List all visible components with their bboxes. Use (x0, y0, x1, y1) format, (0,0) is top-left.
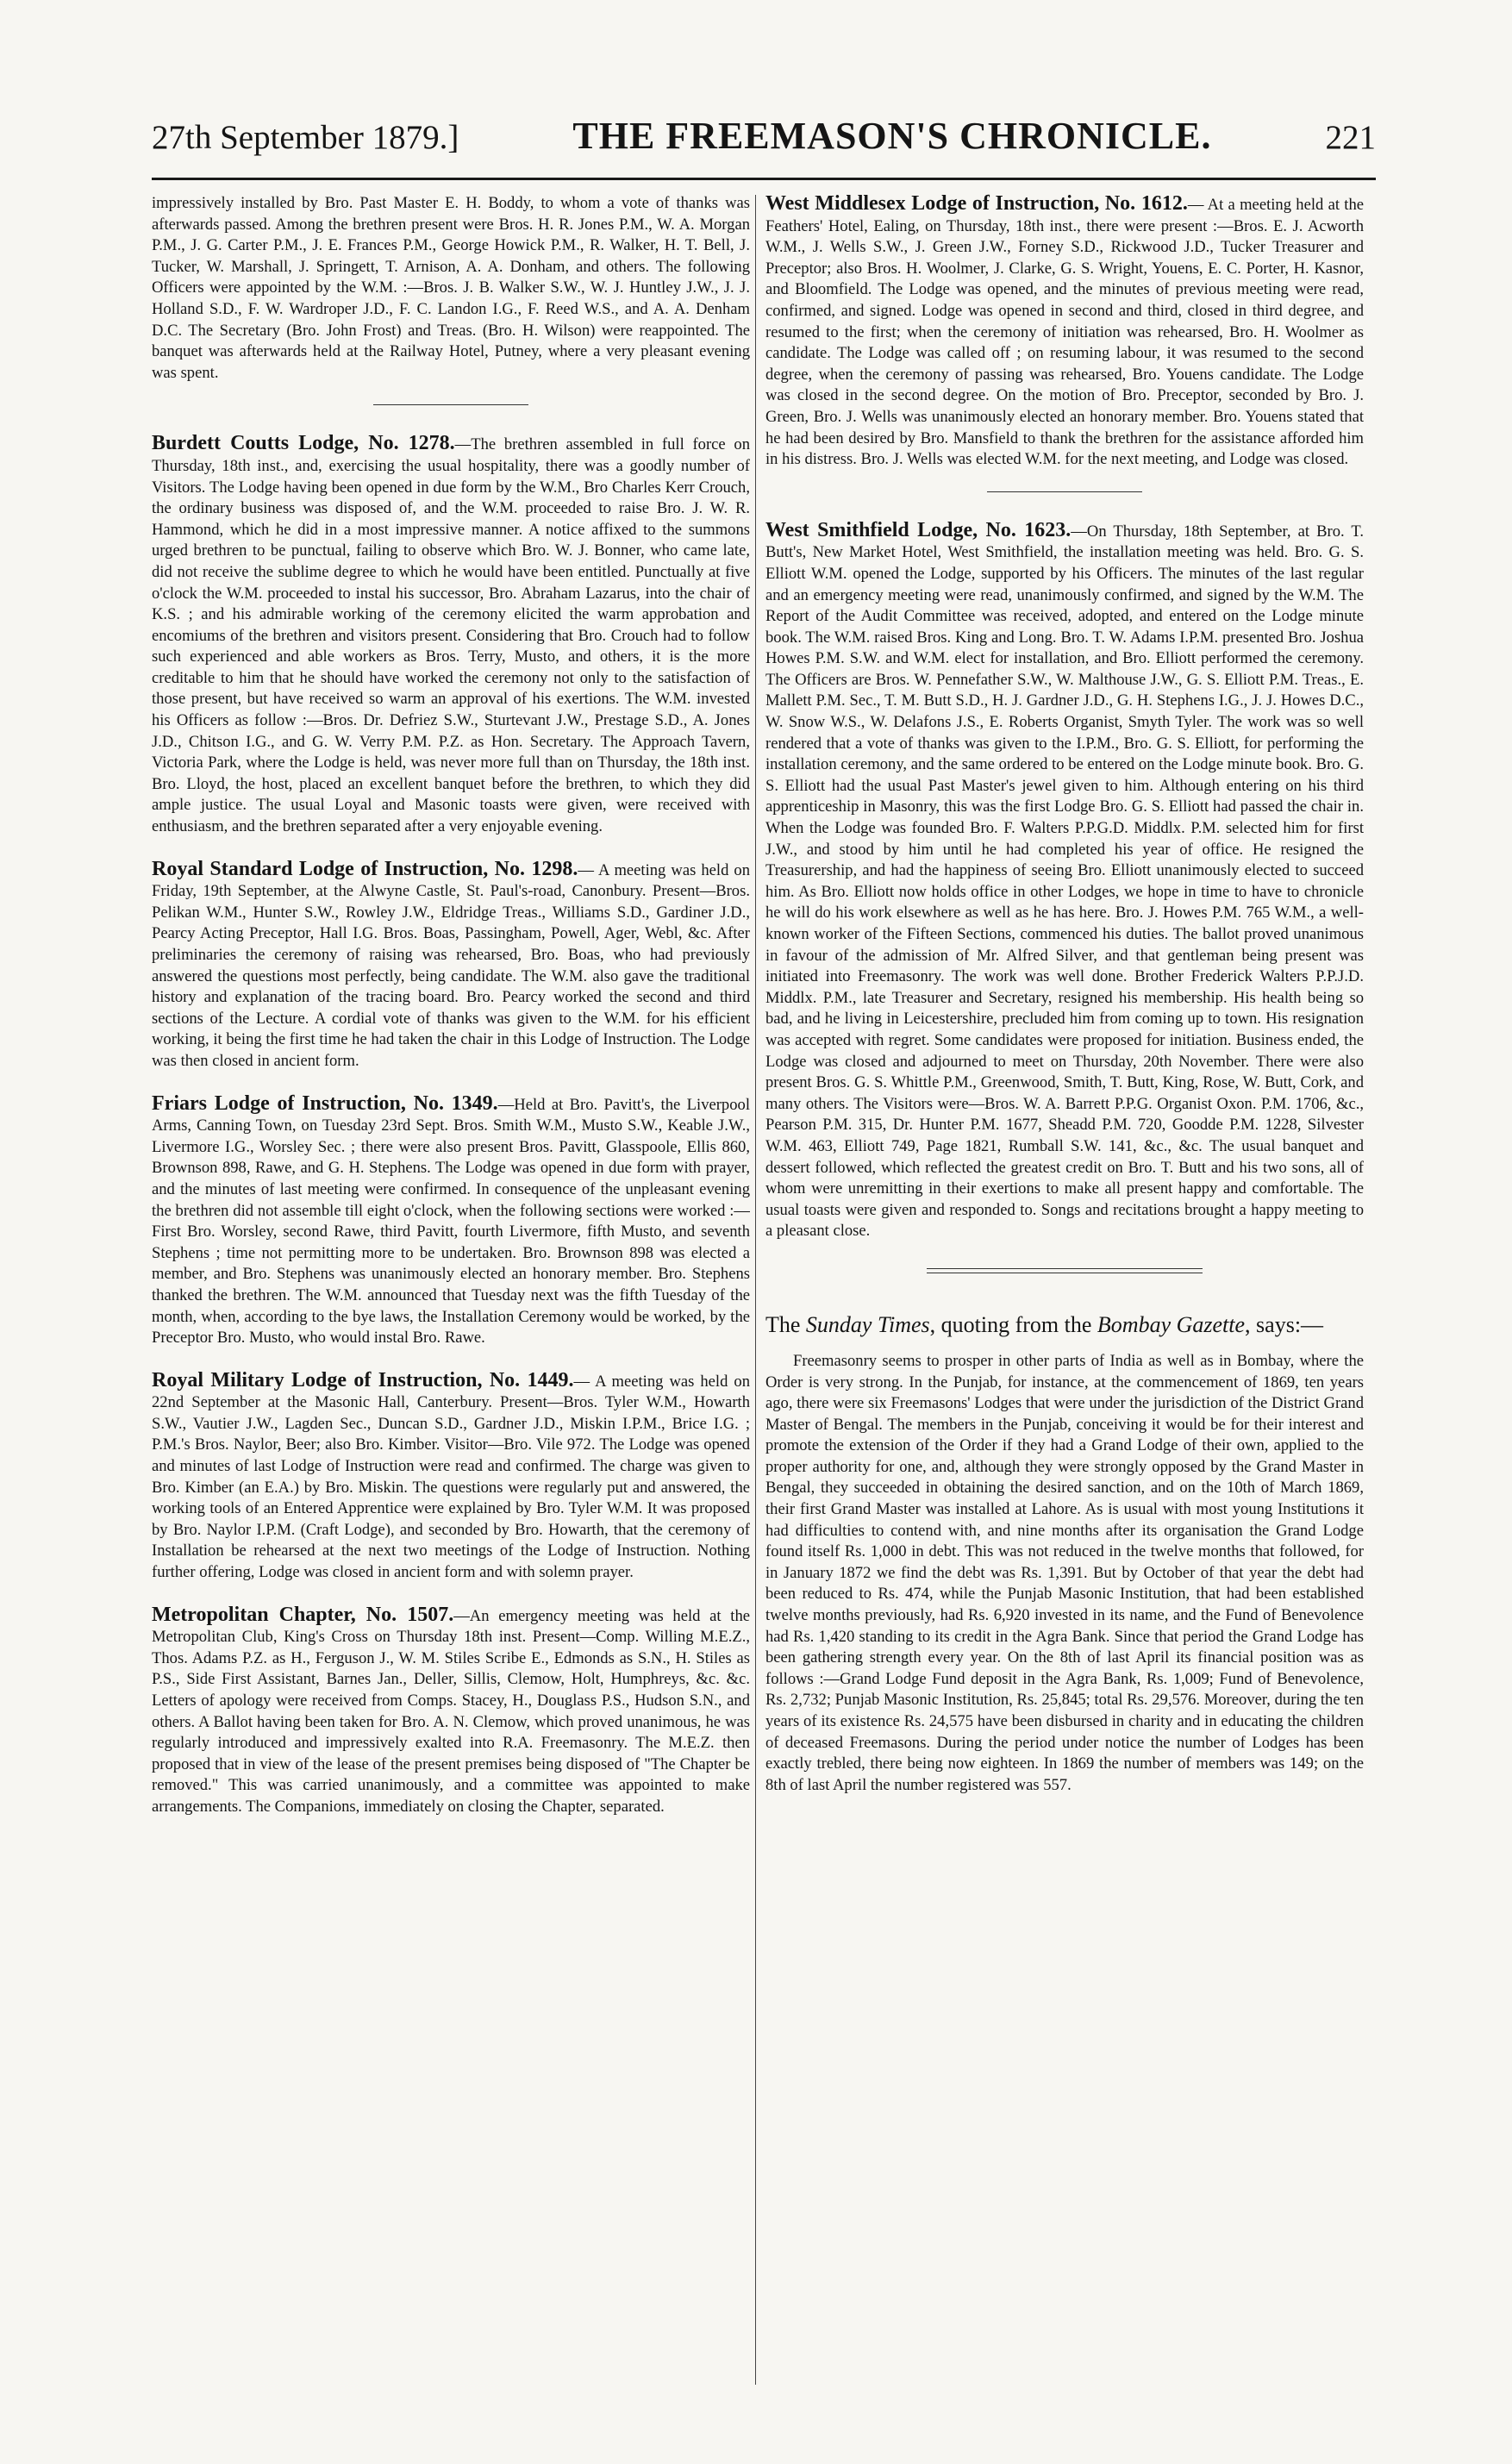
article-west-middlesex (765, 193, 1364, 471)
article-heading: West Smithfield Lodge, No. 1623. (765, 518, 1072, 541)
article-metropolitan-chapter (152, 1604, 750, 1818)
publication-title: THE FREEMASON'S CHRONICLE. (572, 115, 1212, 157)
article-heading: Metropolitan Chapter, No. 1507. (152, 1603, 454, 1626)
issue-date: 27th September 1879.] (152, 119, 459, 156)
article-body: impressively installed by Bro. Past Master E. H. Boddy, to whom a vote of thanks was afterwards passed. Among the brethren present were Bros. H. R. Jones P.M., W. A. Morgan P.M., J. G. Carter P.M., J. E. Frances P.M., George Howick P.M., R. Walker, H. T. Bell, J. Tucker, W. Marshall, J. Springett, T. Arnison, A. A. Donham, and others. The following Officers were appointed by the W.M. :—Bros. J. B. Walker S.W., W. J. Huntley J.W., J. J. Holland S.D., F. W. Wardroper J.D., F. C. Landon I.G., F. Reed W.S., and A. A. Denham D.C. The Secretary (Bro. John Frost) and Treas. (Bro. H. Wilson) were reappointed. The banquet was afterwards held at the Railway Hotel, Putney, where a very pleasant evening was spent. (152, 194, 750, 382)
article-heading: Royal Standard Lodge of Instruction, No. 1298. (152, 857, 578, 880)
section-divider (987, 491, 1142, 492)
article-heading: Burdett Coutts Lodge, No. 1278. (152, 432, 455, 455)
left-column (152, 193, 750, 2392)
article-body: — A meeting was held on 22nd September at the Masonic Hall, Canterbury. Present—Bros. Tyler W.M., Howarth S.W., Vautier J.W., Lagden Sec., Duncan S.D., Gardner J.D., Miskin I.P.M., Brice I.G. ; P.M.'s Bros. Naylor, Beer; also Bro. Kimber. Visitor—Bro. Vile 972. The Lodge was opened and minutes of last Lodge of Instruction were read and confirmed. The charge was given to Bro. Kimber (an E.A.) by Bro. Miskin. The questions were regularly put and answered, the working tools of an Entered Apprentice were explained by Bro. Tyler W.M. It was proposed by Bro. Naylor I.P.M. (Craft Lodge), and seconded by Bro. Howarth, that the ceremony of Installation be rehearsed at the next two meetings of the Lodge of Instruction. Nothing further offering, Lodge was closed in ancient form and with solemn prayer. (152, 1372, 750, 1582)
column-divider (755, 195, 756, 2385)
article-burdett-coutts (152, 433, 750, 837)
lead-text: , says:— (1245, 1311, 1324, 1337)
article-heading: Royal Military Lodge of Instruction, No. 1449. (152, 1368, 574, 1391)
quoted-body: Freemasonry seems to prosper in other parts of India as well as in Bombay, where the Order is very strong. In the Punjab, for instance, at the commencement of 1869, ten years ago, there were six Freemasons' Lodges that were under the jurisdiction of the District Grand Master of Bengal. The members in the Punjab, conceiving it would be for their interest and promote the extension of the Order if they had a Grand Lodge of their own, applied to the proper authority for one, and, although they were strongly opposed by the Grand Master in Bengal, they succeeded in obtaining the desired sanction, and on the 10th of March 1869, their first Grand Master was installed at Lahore. As is usual with most young Institutions it had difficulties to contend with, and nine months after its organisation the Grand Lodge found itself Rs. 1,000 in debt. This was not reduced in the twelve months that followed, for in January 1872 we find the debt was Rs. 1,391. But by October of that year the debt had been reduced to Rs. 474, while the Punjab Masonic Institution, that had been established twelve months previously, had Rs. 6,920 invested in its name, and the Fund of Benevolence had Rs. 1,420 standing to its credit in the Agra Bank. Since that period the Grand Lodge has been gathering strength every year. On the 8th of last April its financial position was as follows :—Grand Lodge Fund deposit in the Agra Bank, Rs. 1,009; Fund of Benevolence, Rs. 2,732; Punjab Masonic Institution, Rs. 25,845; total Rs. 29,576. Moreover, during the ten years of its existence Rs. 24,575 have been disbursed in charity and in educating the children of deceased Freemasons. During the period under notice the number of Lodges has been exactly trebled, there being now eighteen. In 1869 the number of members was 149; on the 8th of last April the number registered was 557. (765, 1351, 1364, 1794)
lead-text: The (765, 1311, 806, 1337)
article-body: — At a meeting held at the Feathers' Hotel, Ealing, on Thursday, 18th inst., there were present :—Bros. E. J. Acworth W.M., J. Wells S.W., J. Green J.W., Forney S.D., Rickwood J.D., Tucker Treasurer and Preceptor; also Bros. H. Woolmer, J. Clarke, G. S. Wright, Youens, E. C. Porter, H. Kasnor, and Bloomfield. The Lodge was opened, and the minutes of previous meeting were read, confirmed, and signed. Lodge was opened in second and third, closed in third degree, and resumed to the first; when the ceremony of initiation was rehearsed, Bro. H. Woolmer as candidate. The Lodge was called off ; on resuming labour, it was resumed to the second degree, when the ceremony of passing was rehearsed, Bro. Youens candidate. The Lodge was closed in the second degree. On the motion of Bro. Preceptor, seconded by Bro. J. Green, Bro. J. Wells was unanimously elected an honorary member. Bro. Youens stated that he had been desired by Bro. Mansfield to thank the brethren for the assistance afforded him in his distress. Bro. J. Wells was elected W.M. for the next meeting, and Lodge was closed. (765, 196, 1364, 469)
article-royal-standard (152, 859, 750, 1073)
section-divider-double (927, 1268, 1203, 1273)
section-divider (373, 404, 528, 405)
article-royal-military (152, 1370, 750, 1584)
right-column (765, 193, 1364, 2392)
article-heading: West Middlesex Lodge of Instruction, No. 1612. (765, 193, 1188, 215)
article-west-smithfield (765, 520, 1364, 1242)
article-body: — A meeting was held on Friday, 19th September, at the Alwyne Castle, St. Paul's-road, Canonbury. Present—Bros. Pelikan W.M., Hunter S.W., Rowley J.W., Eldridge Treas., Williams S.D., Gardiner J.D., Pearcy Acting Preceptor, Hall I.G. Bros. Boas, Passingham, Powell, Ager, Webl, &c. After preliminaries the ceremony of raising was rehearsed, Bro. Boas, who had previously answered the questions most perfectly, being candidate. The W.M. also gave the traditional history and explanation of the tracing board. Bro. Pearcy worked the second and third sections of the Lecture. A cordial vote of thanks was given to the W.M. for his efficient working, it being the first time he had taken the chair in this Lodge of Instruction. The Lodge was then closed in ancient form. (152, 860, 750, 1070)
article-continued (152, 193, 750, 384)
article-heading: Friars Lodge of Instruction, No. 1349. (152, 1091, 498, 1115)
article-body: —Held at Bro. Pavitt's, the Liverpool Arms, Canning Town, on Tuesday 23rd Sept. Bros. Smith W.M., Musto S.W., Keable J.W., Livermore I.G., Worsley Sec. ; there were also present Bros. Pavitt, Glasspoole, Ellis 860, Brownson 898, Rawe, and G. H. Stephens. The Lodge was opened in due form with prayer, and the minutes of last meeting were confirmed. In consequence of the unpleasant evening the brethren did not assemble till eight o'clock, when the following sections were worked :—First Bro. Worsley, second Rawe, third Pavitt, fourth Livermore, fifth Musto, and seventh Stephens ; time not permitting more to be undertaken. Bro. Brownson 898 was elected a member, and Bro. Stephens was unanimously elected an honorary member. Bro. Stephens thanked the brethren. The W.M. announced that Tuesday next was the fifth Tuesday of the month, when, according to the bye laws, the Installation Ceremony would be worked, by the Preceptor Bro. Musto, who would instal Bro. Rawe. (152, 1095, 750, 1348)
article-lead (765, 1311, 1364, 1339)
article-friars (152, 1093, 750, 1349)
article-body: —An emergency meeting was held at the Metropolitan Club, King's Cross on Thursday 18th inst. Present—Comp. Willing M.E.Z., Thos. Adams P.Z. as H., Ferguson J., W. M. Stiles Scribe E., Edmonds as S.N., H. Stiles as P.S., Side First Assistant, Barnes Jan., Deller, Sillis, Clemow, Holt, Humphreys, &c. &c. Letters of apology were received from Comps. Stacey, H., Douglass P.S., Hudson S.N., and others. A Ballot having been taken for Bro. A. N. Clemow, which proved unanimous, he was regularly introduced and impressively exalted into R.A. Freemasonry. The M.E.Z. then proposed that in view of the lease of the present premises being disposed of "The Chapter be removed." This was carried unanimously, and a committee was appointed to make arrangements. The Companions, immediately on closing the Chapter, separated. (152, 1606, 750, 1816)
lead-text: , quoting from the (929, 1311, 1097, 1337)
page-number: 221 (1325, 119, 1376, 156)
publication-name: Sunday Times (805, 1311, 930, 1337)
article-body: —On Thursday, 18th September, at Bro. T. Butt's, New Market Hotel, West Smithfield, the installation meeting was held. Bro. G. S. Elliott W.M. opened the Lodge, supported by his Officers. The minutes of the last regular and an emergency meeting were read, unanimously confirmed, and signed by the W.M. The Report of the Audit Committee was received, adopted, and entered on the Lodge minute book. The W.M. raised Bros. King and Long. Bro. T. W. Adams I.P.M. presented Bro. Joshua Howes P.M. S.W. and W.M. elect for installation, and Bro. Elliott performed the ceremony. The Officers are Bros. W. Pennefather S.W., W. Malthouse J.W., G. S. Elliott P.M. Treas., E. Mallett P.M. Sec., T. M. Butt S.D., H. J. Gardner J.D., G. H. Stephens I.G., J. J. Howes D.C., W. Snow W.S., W. Delafons J.S., E. Roberts Organist, Smyth Tyler. The work was so well rendered that a vote of thanks was given to the I.P.M., Bro. G. S. Elliott, for performing the installation ceremony, and the same ordered to be entered on the Lodge minute book. Bro. G. S. Elliott had the usual Past Master's jewel given to him. Although entering on his third apprenticeship in Masonry, this was the first Lodge Bro. G. S. Elliott had passed the chair in. When the Lodge was founded Bro. F. Walters P.P.G.D. Middlx. P.M. selected him for first J.W., and stood by him until he had completed his year of office. He resigned the Treasurership, and had the happiness of seeing Bro. Elliott unanimously elected to succeed him. As Bro. Elliott now holds office in other Lodges, we hope in time to have to chronicle he will do his work elsewhere as well as he has here. Bro. J. Howes P.M. 765 W.M., a well-known worker of the Fifteen Sections, commenced his duties. The ballot proved unanimous in favour of the admission of Mr. Alfred Silver, and that gentleman being present was initiated into Freemasonry. The work was well done. Brother Frederick Walters P.P.J.D. Middlx. P.M., late Treasurer and Secretary, resigned his membership. His health being so bad, and he living in Leicestershire, precluded him from coming up to town. His resignation was accepted with regret. Some candidates were proposed for initiation. Business ended, the Lodge was closed and adjourned to meet on Thursday, 20th November. There were also present Bros. G. S. Whittle P.M., Greenwood, Smith, T. Butt, King, Rose, W. Butt, Cork, and many others. The Visitors were—Bros. W. A. Barrett P.P.G. Organist Oxon. P.M. 1706, &c., Pearson P.M. 315, Dr. Hunter P.M. 1677, Sheadd P.M. 720, Goodde P.M. 1228, Silvester W.M. 463, Elliott 749, Page 1821, Rumball S.W. 141, &c., &c. The usual banquet and dessert followed, which reflected the greatest credit on Bro. T. Butt and his two sons, all of whom were unremitting in their exertions to make all present happy and comfortable. The usual toasts were given and responded to. Songs and recitations brought a happy meeting to a pleasant close. (765, 522, 1364, 1241)
article-body: —The brethren assembled in full force on Thursday, 18th inst., and, exercising the usual hospitality, there was a goodly number of Visitors. The Lodge having been opened in due form by the W.M., Bro Charles Kerr Crouch, the ordinary business was disposed of, and the W.M. proceeded to raise Bro. J. W. R. Hammond, which he did in a most impressive manner. A notice affixed to the summons urged brethren to be punctual, failing to observe which Bro. W. J. Bonner, who came late, did not receive the sublime degree to which he would have been entitled. Punctually at five o'clock the W.M. proceeded to instal his successor, Bro. Abraham Lazarus, into the chair of K.S. ; and his admirable working of the ceremony elicited the warm approbation and encomiums of the brethren and visitors present. Considering that Bro. Crouch had to follow such experienced and able workers as Bros. Terry, Musto, and others, it is the more creditable to him that he should have worked the ceremony not only to the satisfaction of those present, but have received so warm an approval of his exertions. The W.M. invested his Officers as follow :—Bros. Dr. Defriez S.W., Sturtevant J.W., Prestage S.D., A. Jones J.D., Chitson I.G., and G. W. Verry P.M. P.Z. as Hon. Secretary. The Approach Tavern, Victoria Park, where the Lodge is held, was never more full than on Thursday, the 18th inst. Bro. Lloyd, the host, placed an excellent banquet before the brethren, to which they did ample justice. The usual Loyal and Masonic toasts were given, were received with enthusiasm, and the brethren separated after a very enjoyable evening. (152, 435, 750, 836)
article-punjab-freemasonry (765, 1311, 1364, 1796)
page-header (152, 114, 1376, 180)
publication-name: Bombay Gazette (1097, 1311, 1246, 1337)
